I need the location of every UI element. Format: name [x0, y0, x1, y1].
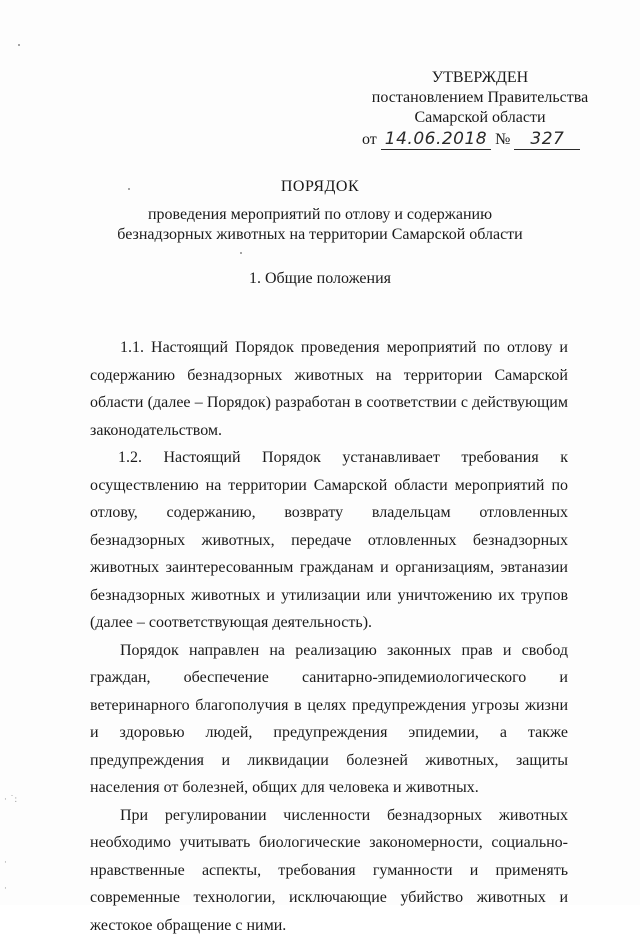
paragraph-1-1: 1.1. Настоящий Порядок проведения мероприятий по отлову и содержанию безнадзорных животных на территории Самарской области (далее – Порядок) разработан в соответствии с действующим законодательством. — [90, 334, 568, 444]
document-body — [90, 334, 568, 939]
paragraph-1-2: 1.2. Настоящий Порядок устанавливает требования к осуществлению на территории Самарской области мероприятий по отлову, содержанию, возврату владельцам отловленных безнадзорных животных, передаче отловленных безнадзорных животных заинтересованным гражданам и организациям, эвтаназии безнадзорных животных и утилизации или уничтожению их трупов (далее – соответствующая деятельность). — [90, 444, 568, 637]
scan-margin-mark: · — [4, 858, 7, 868]
document-title: ПОРЯДОК — [0, 178, 640, 196]
approval-date-number-line — [362, 129, 600, 150]
approval-decree-line: постановлением Правительства — [360, 88, 600, 108]
section-heading: 1. Общие положения — [0, 270, 640, 288]
scan-margin-mark: · ˙: — [4, 795, 17, 805]
handwritten-date: 14.06.2018 — [381, 129, 491, 150]
paragraph-regulation: При регулировании численности безнадзорных животных необходимо учитывать биологические закономерности, социально-нравственные аспекты, требования гуманности и применять современные технологии, исключающие убийство животных и жестокое обращение с ними. — [90, 802, 568, 939]
document-subtitle: проведения мероприятий по отлову и содержанию безнадзорных животных на территории Самарской области — [100, 205, 540, 245]
number-prefix: № — [495, 131, 510, 148]
approval-stamp-block — [360, 68, 600, 150]
scan-speck — [18, 44, 20, 46]
approval-region-line: Самарской области — [360, 108, 600, 128]
scan-speck — [128, 188, 130, 190]
date-prefix: от — [362, 131, 377, 148]
scan-margin-mark: · — [4, 884, 7, 894]
handwritten-number: 327 — [514, 129, 580, 150]
paragraph-purpose: Порядок направлен на реализацию законных прав и свобод граждан, обеспечение санитарно-эпидемиологического и ветеринарного благополучия в целях предупреждения угрозы жизни и здоровью людей, предупреждения эпидемии, а также предупреждения и ликвидации болезней животных, защиты населения от болезней, общих для человека и животных. — [90, 637, 568, 802]
scan-speck — [240, 252, 242, 254]
approval-heading: УТВЕРЖДЕН — [360, 68, 600, 88]
